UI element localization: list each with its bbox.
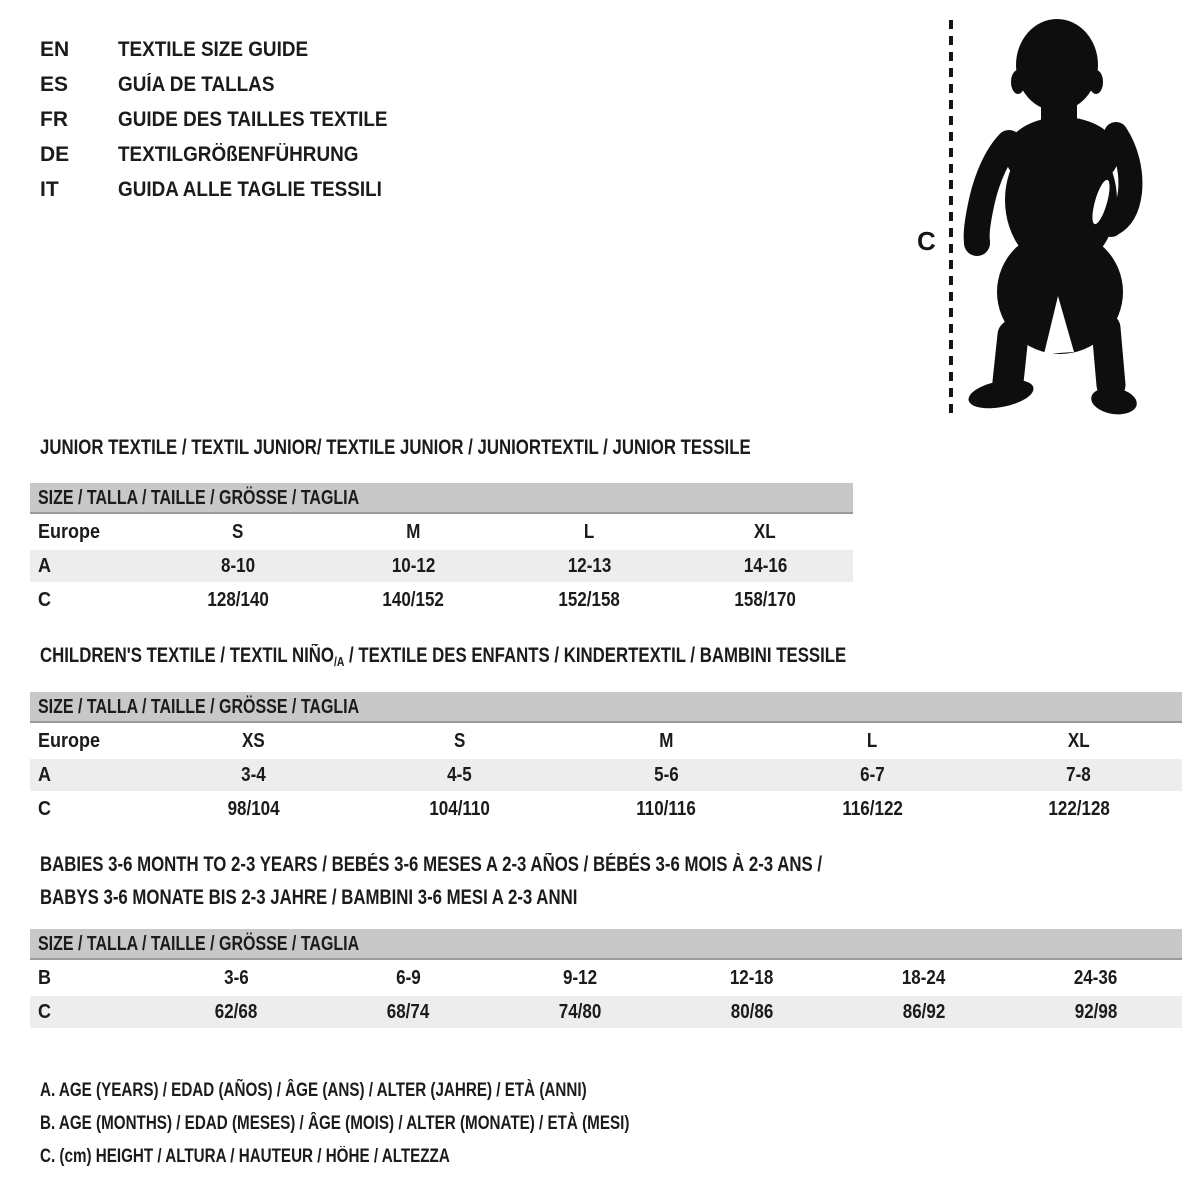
- lang-code: ES: [40, 73, 69, 96]
- lang-title: TEXTILE SIZE GUIDE: [118, 38, 309, 61]
- table-row-height: C 98/104 104/110 110/116 116/122 122/128: [30, 793, 1182, 825]
- language-title-block: [40, 32, 417, 207]
- arm-left: [977, 143, 1009, 242]
- children-section-title: CHILDREN'S TEXTILE / TEXTIL $NIÑO_{/A}$ / TEXTILE DES ENFANTS / KINDERTEXTIL / BAMBINI TESSILE: [40, 644, 847, 669]
- size-header-bar: SIZE / TALLA / TAILLE / GRÖSSE / TAGLIA: [30, 692, 1182, 723]
- table-row-age: A 8-10 10-12 12-13 14-16: [30, 550, 853, 582]
- lang-code: IT: [40, 178, 59, 201]
- baby-silhouette: [964, 19, 1139, 417]
- legend-line-a: A. AGE (YEARS) / EDAD (AÑOS) / ÂGE (ANS) / ALTER (JAHRE) / ETÀ (ANNI): [40, 1080, 587, 1101]
- row-label: Europe: [38, 520, 101, 543]
- lang-row-fr: [40, 102, 417, 137]
- hand-left: [964, 230, 990, 256]
- baby-figure-svg: [905, 10, 1175, 425]
- lang-title: GUIDE DES TAILLES TEXTILE: [118, 108, 388, 131]
- leg-left: [1008, 335, 1013, 382]
- arm-right: [1112, 134, 1130, 224]
- lang-code: EN: [40, 38, 70, 61]
- lang-row-en: [40, 32, 417, 67]
- legend-line-b: B. AGE (MONTHS) / EDAD (MESES) / ÂGE (MOIS) / ALTER (MONATE) / ETÀ (MESI): [40, 1113, 630, 1134]
- measure-legend: [40, 1074, 777, 1173]
- leg-right: [1106, 328, 1111, 385]
- table-row-europe: Europe S M L XL: [30, 516, 853, 548]
- babies-size-table: [30, 929, 1182, 1028]
- row-label: C: [38, 797, 52, 820]
- table-row-months: B 3-6 6-9 9-12 12-18 18-24 24-36: [30, 962, 1182, 994]
- row-label: C: [38, 1000, 52, 1023]
- lang-code: DE: [40, 143, 70, 166]
- nino-a-subscript: /A: [333, 654, 345, 669]
- row-label: A: [38, 554, 52, 577]
- row-label: B: [38, 966, 52, 989]
- lang-row-de: [40, 137, 417, 172]
- ear-right: [1089, 70, 1103, 94]
- size-header-bar: SIZE / TALLA / TAILLE / GRÖSSE / TAGLIA: [30, 483, 853, 514]
- lang-row-es: [40, 67, 417, 102]
- table-row-age: A 3-4 4-5 5-6 6-7 7-8: [30, 759, 1182, 791]
- babies-section-title: BABIES 3-6 MONTH TO 2-3 YEARS / BEBÉS 3-6 MESES A 2-3 AÑOS / BÉBÉS 3-6 MOIS À 2-3 ANS / BABYS 3-6 MONATE BIS 2-3 JAHRE / BAMBINI 3-6 MESI A 2-3 ANNI: [40, 853, 823, 909]
- ear-left: [1011, 70, 1025, 94]
- baby-height-figure: [905, 10, 1175, 425]
- children-size-table: [30, 692, 1182, 825]
- legend-line-c: C. (cm) HEIGHT / ALTURA / HAUTEUR / HÖHE / ALTEZZA: [40, 1146, 450, 1167]
- junior-size-table: [30, 483, 853, 616]
- table-row-height: C 128/140 140/152 152/158 158/170: [30, 584, 853, 616]
- lang-title: TEXTILGRÖßENFÜHRUNG: [118, 143, 359, 166]
- foot-right: [1089, 385, 1139, 418]
- junior-section-title: JUNIOR TEXTILE / TEXTIL JUNIOR/ TEXTILE JUNIOR / JUNIORTEXTIL / JUNIOR TESSILE: [40, 436, 751, 459]
- lang-title: GUIDA ALLE TAGLIE TESSILI: [118, 178, 382, 201]
- lang-row-it: [40, 172, 417, 207]
- height-measure-label: C: [917, 226, 936, 256]
- row-label: Europe: [38, 729, 101, 752]
- lang-title: GUÍA DE TALLAS: [118, 73, 275, 96]
- table-row-europe: Europe XS S M L XL: [30, 725, 1182, 757]
- lang-code: FR: [40, 108, 68, 131]
- size-header-bar: SIZE / TALLA / TAILLE / GRÖSSE / TAGLIA: [30, 929, 1182, 960]
- row-label: A: [38, 763, 52, 786]
- hand-right: [1099, 213, 1123, 237]
- row-label: C: [38, 588, 52, 611]
- table-row-height: C 62/68 68/74 74/80 80/86 86/92 92/98: [30, 996, 1182, 1028]
